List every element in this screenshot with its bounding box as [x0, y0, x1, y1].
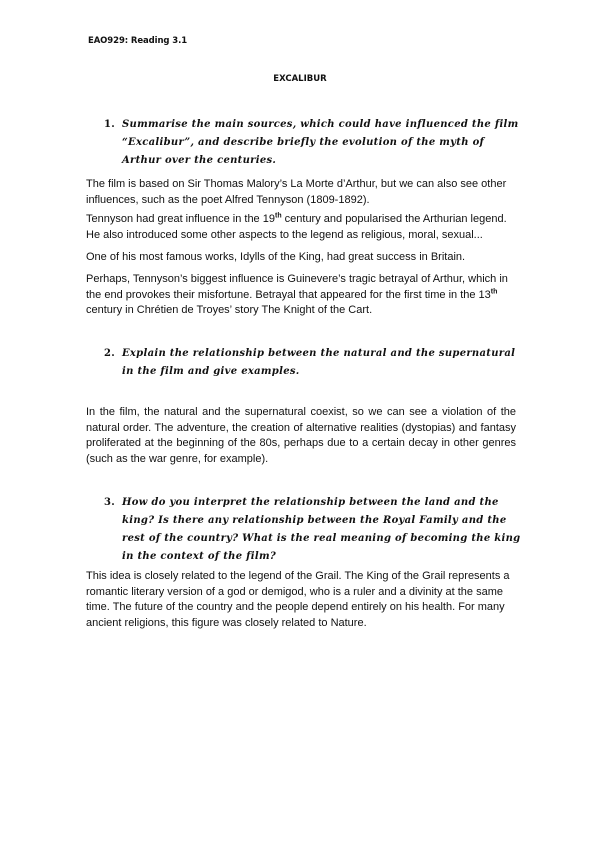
question-number: 1.: [104, 119, 116, 130]
answer-paragraph: Perhaps, Tennyson’s biggest influence is Guinevere’s tragic betrayal of Arthur, which in the end provokes their misfortune. Betrayal that appeared for the first time in the 13th century in Chrétien de Troyes’ story The Knight of the Cart.: [86, 273, 508, 316]
answer-paragraph: The film is based on Sir Thomas Malory’s La Morte d’Arthur, but we can also see other influences, such as the poet Alfred Tennyson (1809-1892).: [86, 178, 507, 206]
answer-paragraph: One of his most famous works, Idylls of the King, had great success in Britain.: [86, 251, 466, 263]
question-number: 3.: [104, 497, 116, 508]
question-text: Summarise the main sources, which could have influenced the film “Excalibur”, and describe briefly the evolution of the myth of Arthur over the centuries.: [122, 119, 519, 166]
question-2: [104, 345, 524, 381]
question-3: [104, 494, 524, 566]
ordinal-suffix: th: [490, 287, 498, 295]
question-number: 2.: [104, 348, 116, 359]
document-title: EXCALIBUR: [273, 74, 327, 84]
course-code-header: EAO929: Reading 3.1: [88, 36, 188, 46]
answer-paragraph: Tennyson had great influence in the 19th century and popularised the Arthurian legend. He also introduced some other aspects to the legend as religious, moral, sexual...: [86, 212, 507, 241]
question-1: [104, 116, 524, 170]
question-text: How do you interpret the relationship between the land and the king? Is there any relationship between the Royal Family and the rest of the country? What is the real meaning of becoming the king in the context of the film?: [122, 497, 521, 562]
question-text: Explain the relationship between the natural and the supernatural in the film and give examples.: [122, 348, 516, 377]
answer-paragraph: In the film, the natural and the supernatural coexist, so we can see a violation of the natural order. The adventure, the creation of alternative realities (dystopias) and fantasy proliferated at the beginning of the 80s, perhaps due to a certain decay in other genres (such as the war genre, for example).: [86, 406, 516, 465]
ordinal-suffix: th: [274, 212, 282, 220]
answer-paragraph: This idea is closely related to the legend of the Grail. The King of the Grail represents a romantic literary version of a god or demigod, who is a ruler and a divinity at the same time. The future of the country and the people depend entirely on his health. For many ancient religions, this figure was closely related to Nature.: [86, 570, 510, 629]
